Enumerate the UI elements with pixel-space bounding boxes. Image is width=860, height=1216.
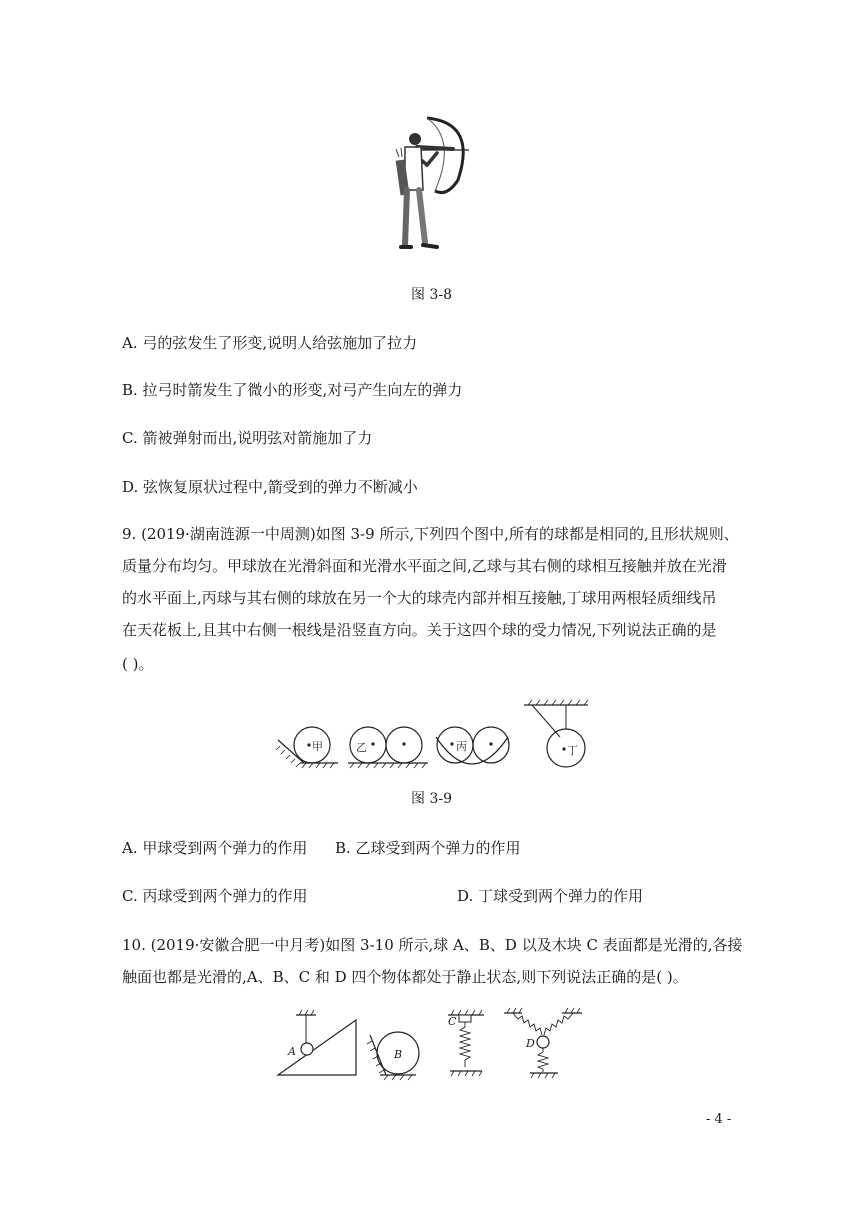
label-jia: 甲 [312,740,323,753]
q9-option-c: C. 丙球受到两个弹力的作用 [122,887,308,905]
q8-option-c: C. 箭被弹射而出,说明弦对箭施加了力 [122,429,373,447]
q9-option-d: D. 丁球受到两个弹力的作用 [457,887,644,905]
ball-bing-diagram [436,727,509,764]
ball-yi-diagram [348,727,428,768]
ball-b-diagram [367,1032,419,1080]
q9-stem-line-1: 9. (2019·湖南涟源一中周测)如图 3-9 所示,下列四个图中,所有的球都是相同的,且形状规则、 [122,525,739,543]
label-c: C [448,1015,457,1028]
ball-d-diagram [504,1008,582,1078]
q8-option-d: D. 弦恢复原状过程中,箭受到的弹力不断减小 [122,478,418,496]
ball-ding-diagram [524,700,588,767]
label-a: A [288,1045,296,1058]
q9-stem-line-2: 质量分布均匀。甲球放在光滑斜面和光滑水平面之间,乙球与其右侧的球相互接触并放在光滑 [122,557,727,575]
label-ding: 丁 [567,744,578,757]
label-d: D [526,1037,535,1050]
q8-option-a: A. 弓的弦发生了形变,说明人给弦施加了拉力 [122,334,418,352]
figure-3-10 [270,1005,590,1085]
ball-jia-diagram [276,727,338,768]
q8-option-b: B. 拉弓时箭发生了微小的形变,对弓产生向左的弹力 [122,381,463,399]
q9-option-a: A. 甲球受到两个弹力的作用 [122,839,308,857]
q9-stem-line-5: ( )。 [122,655,154,673]
page-number: - 4 - [706,1112,732,1127]
label-bing: 丙 [456,740,467,753]
label-yi: 乙 [356,741,367,754]
figure-3-9 [270,695,600,775]
q10-stem-line-1: 10. (2019·安徽合肥一中月考)如图 3-10 所示,球 A、B、D 以及木块 C 表面都是光滑的,各接 [122,936,743,954]
q10-stem-line-2: 触面也都是光滑的,A、B、C 和 D 四个物体都处于静止状态,则下列说法正确的是( )。 [122,968,688,986]
figure-3-8-caption: 图 3-8 [411,287,452,303]
figure-3-9-caption: 图 3-9 [411,791,452,807]
archer-figure [385,105,475,255]
ball-a-diagram [278,1010,356,1075]
q9-stem-line-3: 的水平面上,丙球与其右侧的球放在另一个大的球壳内部并相互接触,丁球用两根轻质细线吊 [122,589,717,607]
label-b: B [394,1048,403,1061]
block-c-diagram [448,1010,484,1076]
q9-stem-line-4: 在天花板上,且其中右侧一根线是沿竖直方向。关于这四个球的受力情况,下列说法正确的是 [122,621,717,639]
q9-option-b: B. 乙球受到两个弹力的作用 [335,839,521,857]
